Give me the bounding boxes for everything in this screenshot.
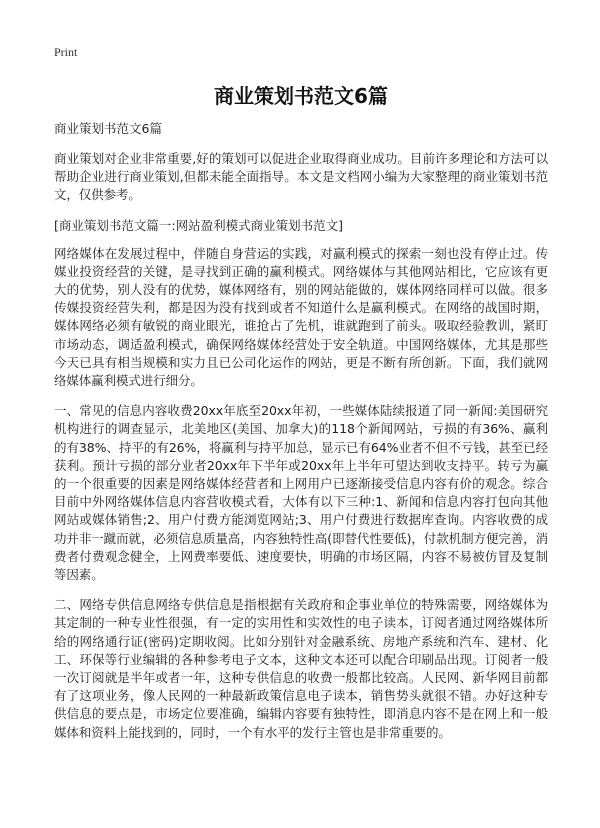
print-label: Print <box>54 45 78 59</box>
document-subtitle: 商业策划书范文6篇 <box>54 121 162 136</box>
intro-paragraph: 商业策划对企业非常重要,好的策划可以促进企业取得商业成功。目前许多理论和方法可以帮助企业进行商业策划,但都未能全面指导。本文是文档网小编为大家整理的商业策划书范文，仅供参考。 <box>54 151 548 203</box>
document-body <box>54 120 548 754</box>
page-title: 商业策划书范文6篇 <box>214 84 388 108</box>
body-paragraph-2: 一、常见的信息内容收费20xx年底至20xx年初，一些媒体陆续报道了同一新闻:美国研究机构进行的调查显示，北美地区(美国、加拿大)的118个新闻网站，亏损的有36%、赢利的有38%、持平的有26%，将赢利与持平加总，显示已有64%业者不但不亏钱，甚至已经获利。预计亏损的部分业者20xx年下半年或20xx年上半年可望达到收支持平。转亏为赢的一个很重要的因素是网络媒体经营者和上网用户已逐渐接受信息内容有价的观念。综合目前中外网络媒体信息内容营收模式看，大体有以下三种:1、新闻和信息内容打包向其他网站或媒体销售;2、用户付费方能浏览网站;3、用户付费进行数据库查询。内容收费的成功并非一蹴而就，必须信息质量高，内容独特性高(即替代性要低)，付款机制方便完善，消费者付费观念健全，上网费率要低、速度要快，明确的市场区隔，内容不易被仿冒及复制等因素。 <box>54 403 548 583</box>
body-paragraph-1: 网络媒体在发展过程中，伴随自身营运的实践，对赢利模式的探索一刻也没有停止过。传媒业投资经营的关键，是寻找到正确的赢利模式。网络媒体与其他网站相比，它应该有更大的优势，别人没有的优势，媒体网络有，别的网站能做的，媒体网络同样可以做。很多传媒投资经营失利，都是因为没有找到或者不知道什么是赢利模式。在网络的战国时期，媒体网络必须有敏锐的商业眼光，谁抢占了先机，谁就跑到了前头。吸取经验教训，紧盯市场动态，调适盈利模式，确保网络媒体经营处于安全轨道。中国网络媒体，尤其是那些今天已具有相当规模和实力且已公司化运作的网站，更是不断有所创新。下面，我们就网络媒体赢利模式进行细分。 <box>54 245 548 389</box>
section-heading: [商业策划书范文篇一:网站盈利模式商业策划书范文] <box>54 217 343 233</box>
body-paragraph-3: 二、网络专供信息网络专供信息是指根据有关政府和企事业单位的特殊需要，网络媒体为其定制的一种专业性很强，有一定的实用性和实效性的电子读本，订阅者通过网络媒体所给的网络通行证(密码)定期收阅。比如分别针对金融系统、房地产系统和汽车、建材、化工、环保等行业编辑的各种参考电子文本，这种文本还可以配合印刷品出现。订阅者一般一次订阅就是半年或者一年，这种专供信息的收费一般都比较高。人民网、新华网目前都有了这项业务，像人民网的一种最新政策信息电子读本，销售势头就很不错。办好这种专供信息的要点是，市场定位要准确，编辑内容要有独特性，即消息内容不是在网上和一般媒体和资料上能找到的，同时，一个有水平的发行主管也是非常重要的。 <box>54 597 548 740</box>
